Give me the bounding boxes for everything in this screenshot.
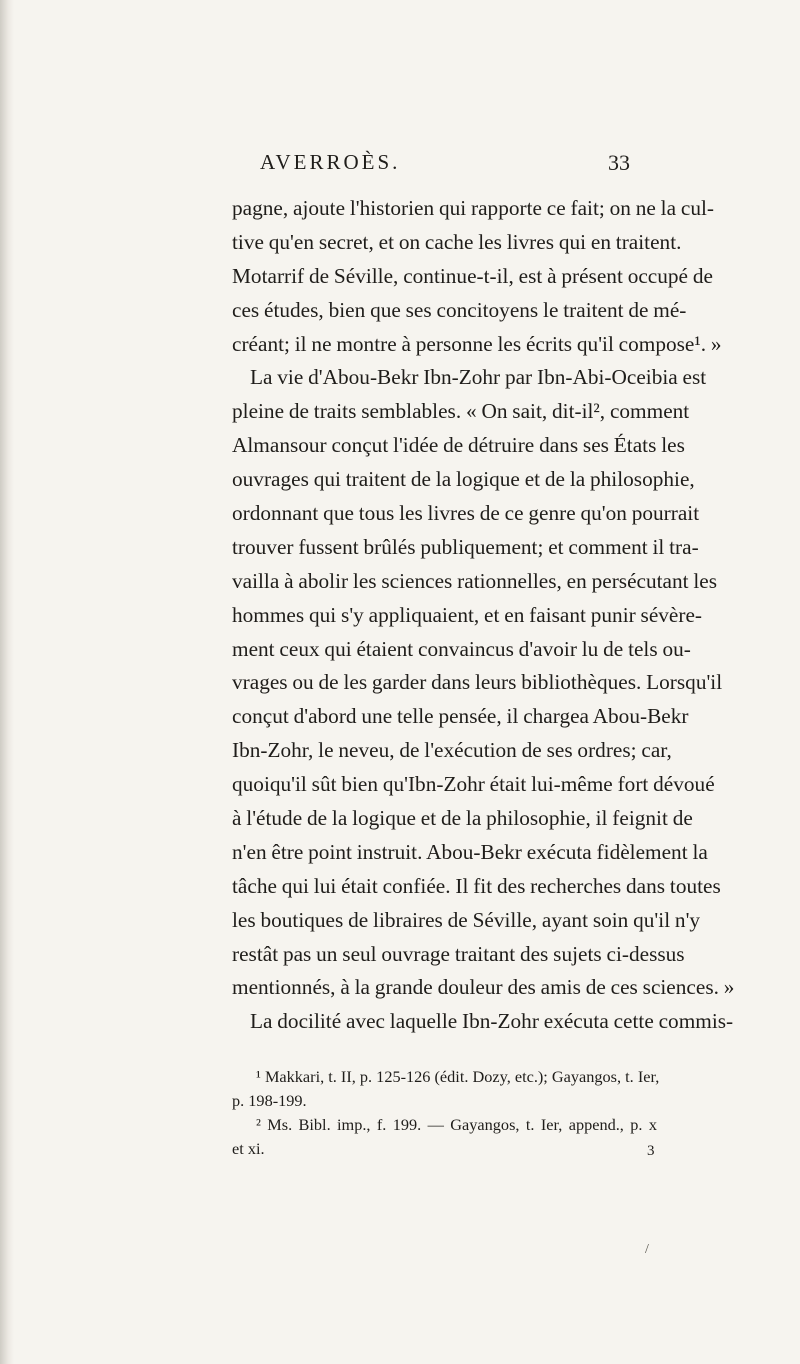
body-text [232,192,735,1039]
text-line: mentionnés, à la grande douleur des amis de ces sciences. » [232,975,735,1000]
text-line: Almansour conçut l'idée de détruire dans ses États les [232,433,685,458]
running-head [260,150,630,186]
text-line: vrages ou de les garder dans leurs bibliothèques. Lorsqu'il [232,670,723,695]
text-line: ouvrages qui traitent de la logique et de la philosophie, [232,467,695,492]
text-line: La vie d'Abou-Bekr Ibn-Zohr par Ibn-Abi-Oceibia est [250,365,707,390]
text-line: ordonnant que tous les livres de ce genre qu'on pourrait [232,501,700,526]
page-number: 33 [608,150,630,175]
text-line: Ibn-Zohr, le neveu, de l'exécution de ses ordres; car, [232,738,672,763]
footnote-1-cont: p. 198-199. [232,1091,307,1110]
text-line: ment ceux qui étaient convaincus d'avoir lu de tels ou- [232,636,691,661]
running-head-title: AVERROÈS. [260,150,401,174]
text-line: à l'étude de la logique et de la philosophie, il feignit de [232,806,693,831]
footnote-2-cont: et xi. [232,1139,265,1158]
text-line: La docilité avec laquelle Ibn-Zohr exécuta cette commis- [250,1009,734,1034]
text-line: trouver fussent brûlés publiquement; et comment il tra- [232,534,699,559]
text-line: pleine de traits semblables. « On sait, dit-il², comment [232,399,690,424]
text-line: Motarrif de Séville, continue-t-il, est à présent occupé de [232,263,713,288]
text-line: tâche qui lui était confiée. Il fit des recherches dans toutes [232,873,721,898]
text-line: hommes qui s'y appliquaient, et en faisant punir sévère- [232,602,703,627]
text-line: ces études, bien que ses concitoyens le traitent de mé- [232,297,687,322]
footnote-2: ² Ms. Bibl. imp., f. 199. — Gayangos, t. Ier, append., p. x [256,1115,657,1134]
text-line: créant; il ne montre à personne les écrits qu'il compose¹. » [232,331,722,356]
signature-mark: 3 [647,1143,655,1159]
text-line: tive qu'en secret, et on cache les livres qui en traitent. [232,229,682,254]
text-line: les boutiques de libraires de Séville, ayant soin qu'il n'y [232,907,701,932]
text-line: n'en être point instruit. Abou-Bekr exécuta fidèlement la [232,839,708,864]
stray-mark: / [645,1242,649,1257]
text-line: restât pas un seul ouvrage traitant des sujets ci-dessus [232,941,685,966]
text-line: vailla à abolir les sciences rationnelles, en persécutant les [232,568,718,593]
text-line: quoiqu'il sût bien qu'Ibn-Zohr était lui-même fort dévoué [232,772,715,797]
text-line: conçut d'abord une telle pensée, il chargea Abou-Bekr [232,704,689,729]
footnote-1: ¹ Makkari, t. II, p. 125-126 (édit. Dozy, etc.); Gayangos, t. Ier, [256,1067,660,1086]
text-line: pagne, ajoute l'historien qui rapporte ce fait; on ne la cul- [232,196,714,220]
footnotes [232,1065,660,1161]
